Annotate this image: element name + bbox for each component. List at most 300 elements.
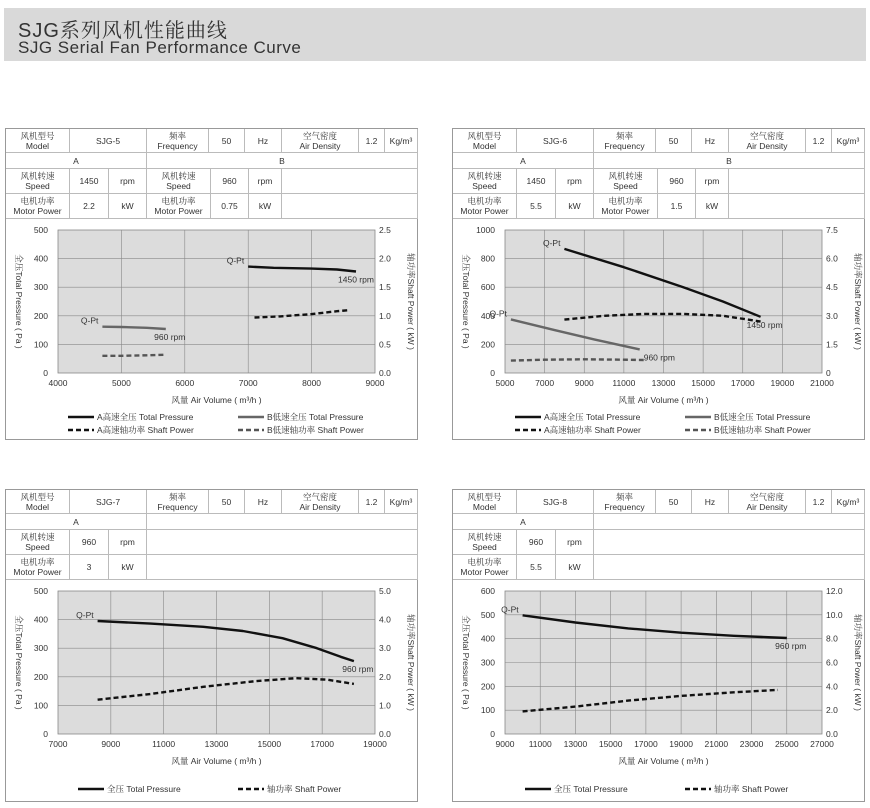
speed-a-value-text: 1450 [526,176,546,186]
x-tick-label: 13000 [651,378,676,388]
frequency-label [147,129,209,153]
power-a-value [517,194,556,219]
power-b-unit-text: kW [705,201,719,211]
speed-b-value-text: 960 [669,176,684,186]
frequency-value [656,129,692,153]
model-label-text: Model [472,140,497,151]
power-a-value [70,194,109,219]
density-label [282,490,359,514]
qpt-label: Q-Pt [80,315,99,326]
speed-empty [282,169,418,194]
power-b-value [658,194,696,219]
qpt-label: Q-Pt [226,255,245,266]
power-b-value [211,194,249,219]
speed-b-value [658,169,696,194]
x-tick-label: 13000 [563,739,588,749]
y-tick-label: 600 [480,282,495,293]
speed-b-unit [249,169,282,194]
power-a-label-text: Motor Power [13,567,62,577]
legend-label: B低速轴功率 Shaft Power [714,425,811,435]
page-title-en: SJG Serial Fan Performance Curve [18,38,302,57]
y-tick-label: 400 [33,614,48,625]
y-axis-title: 全压Total Pressure ( Pa ) [14,615,24,710]
speed-b-value-text: 960 [222,176,237,186]
model-value [70,129,147,153]
y-tick-label: 500 [33,586,48,596]
y2-tick-label: 0.0 [826,729,838,739]
power-a-label [6,194,70,219]
legend-label: A高速全压 Total Pressure [97,412,194,422]
y-tick-label: 100 [33,339,48,350]
y-tick-label: 500 [480,609,495,620]
y2-tick-label: 0.0 [379,368,391,378]
density-label [729,129,806,153]
density-label-text: 空气密度 [302,491,337,502]
speed-a-unit-text: rpm [567,176,582,186]
page-header [4,8,866,61]
x-tick-label: 9000 [365,378,385,388]
speed-b-unit [696,169,729,194]
y2-tick-label: 1.0 [379,310,391,321]
density-label-text: 空气密度 [749,491,784,502]
y-tick-label: 200 [33,671,48,682]
model-label-text: 风机型号 [20,491,55,502]
speed-a-value [517,169,556,194]
y2-axis-title: 轴功率Shaft Power ( kW ) [853,614,863,711]
y2-tick-label: 1.0 [379,700,391,711]
density-label-text: Air Density [299,501,341,512]
frequency-label-text: 频率 [168,130,186,141]
x-tick-label: 25000 [774,739,799,749]
speed-group-b-header [147,153,418,169]
frequency-value [656,490,692,514]
speed-a-unit-text: rpm [120,176,135,186]
legend-label: A高速轴功率 Shaft Power [97,425,194,435]
speed-empty [729,169,865,194]
model-value [517,129,594,153]
density-label-text: 空气密度 [749,130,784,141]
model-value-text: SJG-5 [95,135,121,146]
speed-a-label [453,530,517,555]
power-a-label [453,194,517,219]
frequency-value-text: 50 [221,496,232,507]
y2-tick-label: 7.5 [826,225,838,235]
power-a-value-text: 5.5 [530,562,542,572]
model-label [453,490,517,514]
frequency-label [594,129,656,153]
x-tick-label: 8000 [302,378,322,388]
model-value-text: SJG-6 [542,135,568,146]
speed-a-value-text: 960 [81,537,97,547]
density-value [359,129,385,153]
x-tick-label: 19000 [770,378,795,388]
power-b-unit [249,194,282,219]
power-a-value [517,555,556,580]
y2-tick-label: 1.5 [826,339,838,350]
frequency-label-text: Frequency [157,140,198,151]
model-value-text: SJG-8 [542,496,568,507]
power-b-label-text: Motor Power [154,206,203,216]
y-tick-label: 1000 [476,225,495,235]
speed-a-label-text: Speed [472,181,497,191]
legend-label: 全压 Total Pressure [554,784,628,794]
legend [78,784,341,794]
speed-a-value [517,530,556,555]
speed-a-label-text: 风机转速 [20,532,55,542]
y-tick-label: 500 [33,225,48,235]
power-b-value-text: 0.75 [221,201,238,211]
power-a-unit [109,555,147,580]
density-value [806,129,832,153]
y-tick-label: 400 [480,310,495,321]
power-a-value [70,555,109,580]
y2-tick-label: 1.5 [379,282,391,293]
x-tick-label: 6000 [175,378,195,388]
power-b-label-text: Motor Power [601,206,650,216]
power-a-value-text: 5.5 [530,201,542,211]
empty-header [594,514,865,530]
speed-b-label-text: 风机转速 [161,171,196,181]
y-tick-label: 0 [490,368,495,378]
frequency-label-text: 频率 [615,130,633,141]
speed-a-label-text: 风机转速 [20,171,55,181]
frequency-value-text: 50 [668,135,679,146]
model-label-text: 风机型号 [467,491,502,502]
model-label [6,129,70,153]
speed-a-value-text: 1450 [79,176,99,186]
speed-a-label [453,169,517,194]
y2-tick-label: 10.0 [826,609,843,620]
x-tick-label: 9000 [574,378,594,388]
power-a-label-text: Motor Power [460,567,509,577]
power-a-unit-text: kW [568,562,581,572]
model-label-text: Model [472,501,497,512]
y-tick-label: 600 [480,586,495,596]
y-axis-title: 全压Total Pressure ( Pa ) [461,254,471,349]
frequency-value [209,129,245,153]
speed-group-a-header-text: A [520,516,526,527]
speed-a-label-text: Speed [25,181,50,191]
power-a-label-text: 电机功率 [467,196,502,206]
y-axis-title: 全压Total Pressure ( Pa ) [461,615,471,710]
x-tick-label: 23000 [739,739,764,749]
y-tick-label: 200 [480,681,495,692]
y2-tick-label: 12.0 [826,586,843,596]
qpt-label: Q-Pt [76,610,94,621]
y-tick-label: 400 [33,253,48,264]
rpm-label: 1450 rpm [338,274,374,285]
legend-label: B低速轴功率 Shaft Power [267,425,364,435]
hz-unit [245,129,282,153]
speed-a-label-text: 风机转速 [467,532,502,542]
y2-tick-label: 5.0 [379,586,391,596]
x-axis-title: 风量 Air Volume ( m³/h ) [171,395,262,405]
x-tick-label: 15000 [257,739,282,749]
power-b-value-text: 1.5 [670,201,683,211]
legend-label: 轴功率 Shaft Power [714,784,789,794]
frequency-label-text: 频率 [615,491,633,502]
power-empty [282,194,418,219]
model-label-text: Model [25,140,50,151]
speed-a-unit-text: rpm [567,537,582,547]
hz-unit-text: Hz [257,135,269,146]
speed-group-b-header-text: B [279,155,285,166]
speed-a-label-text: Speed [472,542,497,552]
power-a-label [453,555,517,580]
power-a-unit-text: kW [121,201,134,211]
model-label-text: Model [25,501,50,512]
speed-b-value [211,169,249,194]
x-axis-title: 风量 Air Volume ( m³/h ) [171,756,262,766]
y-tick-label: 200 [33,310,48,321]
speed-empty [147,530,418,555]
speed-group-b-header-text: B [726,155,732,166]
frequency-value [209,490,245,514]
power-a-unit [556,194,594,219]
x-axis-title: 风量 Air Volume ( m³/h ) [618,756,709,766]
power-b-label-text: 电机功率 [608,196,643,206]
frequency-label-text: Frequency [604,140,645,151]
rpm-label: 1450 rpm [746,319,783,330]
y2-tick-label: 0.5 [379,339,391,350]
page-title-cn: SJG系列风机性能曲线 [18,20,228,42]
y2-axis-title: 轴功率Shaft Power ( kW ) [406,253,416,350]
density-value-text: 1.2 [365,496,378,507]
density-unit-text: Kg/m³ [389,135,413,146]
speed-a-label [6,530,70,555]
x-tick-label: 21000 [704,739,729,749]
y2-tick-label: 6.0 [826,253,838,264]
speed-a-label-text: Speed [25,542,50,552]
speed-group-a-header-text: A [73,155,79,166]
x-tick-label: 7000 [48,739,68,749]
y2-tick-label: 3.0 [379,643,391,654]
legend-label: B低速全压 Total Pressure [267,412,364,422]
frequency-value-text: 50 [221,135,232,146]
y-tick-label: 0 [43,729,48,739]
hz-unit-text: Hz [704,135,716,146]
model-value [517,490,594,514]
panel-sjg-8 [452,489,865,802]
power-empty [594,555,865,580]
y2-tick-label: 2.0 [379,671,391,682]
power-b-unit [696,194,729,219]
hz-unit [692,129,729,153]
panel-sjg-5 [5,128,418,440]
model-value-text: SJG-7 [95,496,121,507]
density-value [806,490,832,514]
speed-b-label [147,169,211,194]
frequency-label [594,490,656,514]
x-tick-label: 5000 [495,378,515,388]
speed-a-unit [109,169,147,194]
y-tick-label: 300 [33,643,48,654]
speed-group-a-header [453,514,594,530]
speed-a-unit-text: rpm [120,537,135,547]
density-label [282,129,359,153]
y2-tick-label: 0.0 [379,729,391,739]
y-tick-label: 0 [43,368,48,378]
density-label-text: Air Density [746,140,788,151]
speed-group-b-header [594,153,865,169]
hz-unit-text: Hz [704,496,716,507]
frequency-label [147,490,209,514]
y2-tick-label: 3.0 [826,310,838,321]
speed-b-label [594,169,658,194]
density-unit-text: Kg/m³ [389,496,413,507]
y-tick-label: 800 [480,253,495,264]
empty-header [147,514,418,530]
rpm-label: 960 rpm [643,352,675,363]
model-value [70,490,147,514]
y-tick-label: 200 [480,339,495,350]
speed-b-label-text: Speed [613,181,638,191]
y2-tick-label: 2.0 [826,705,838,716]
power-a-value-text: 2.2 [83,201,95,211]
density-unit-text: Kg/m³ [836,135,860,146]
x-tick-label: 17000 [730,378,755,388]
x-tick-label: 11000 [528,739,552,749]
legend [68,412,364,435]
speed-a-unit [556,169,594,194]
y2-axis-title: 轴功率Shaft Power ( kW ) [406,614,416,711]
frequency-value-text: 50 [668,496,679,507]
y-tick-label: 300 [33,282,48,293]
rpm-label: 960 rpm [154,331,186,342]
y2-tick-label: 6.0 [826,657,838,668]
y-tick-label: 300 [480,657,495,668]
legend-label: 轴功率 Shaft Power [267,784,342,794]
speed-group-a-header [453,153,594,169]
y2-tick-label: 4.5 [826,282,838,293]
power-b-unit-text: kW [258,201,272,211]
x-tick-label: 7000 [238,378,258,388]
speed-b-label-text: 风机转速 [608,171,643,181]
x-tick-label: 21000 [810,378,834,388]
density-value-text: 1.2 [365,135,378,146]
rpm-label: 960 rpm [775,640,807,651]
density-label-text: 空气密度 [302,130,337,141]
model-label [453,129,517,153]
panel-sjg-6 [452,128,865,440]
power-b-label [594,194,658,219]
density-unit [832,129,865,153]
qpt-label: Q-Pt [489,308,507,319]
density-label [729,490,806,514]
speed-b-unit-text: rpm [257,176,273,186]
y2-tick-label: 4.0 [379,614,391,625]
power-a-label-text: 电机功率 [20,196,55,206]
speed-group-a-header [6,514,147,530]
density-unit [385,490,418,514]
power-a-value-text: 3 [86,562,92,572]
y-tick-label: 400 [480,633,495,644]
speed-b-label-text: Speed [166,181,191,191]
y-axis-title: 全压Total Pressure ( Pa ) [14,254,24,349]
x-tick-label: 27000 [810,739,834,749]
power-b-label-text: 电机功率 [161,196,196,206]
x-tick-label: 4000 [48,378,68,388]
hz-unit-text: Hz [257,496,269,507]
legend-label: A高速轴功率 Shaft Power [544,425,641,435]
y-tick-label: 100 [480,705,495,716]
x-tick-label: 9000 [495,739,515,749]
speed-group-a-header [6,153,147,169]
power-a-label-text: 电机功率 [467,557,502,567]
power-b-label [147,194,211,219]
y2-tick-label: 4.0 [826,681,838,692]
speed-empty [594,530,865,555]
power-a-unit [109,194,147,219]
speed-a-value-text: 960 [528,537,544,547]
x-tick-label: 19000 [363,739,387,749]
y2-tick-label: 2.5 [379,225,391,235]
x-tick-label: 15000 [691,378,715,388]
plot-area [58,230,375,373]
density-label-text: Air Density [746,501,788,512]
x-tick-label: 11000 [612,378,636,388]
y2-axis-title: 轴功率Shaft Power ( kW ) [853,253,863,350]
qpt-label: Q-Pt [542,237,561,248]
power-a-unit-text: kW [568,201,581,211]
speed-group-a-header-text: A [73,516,79,527]
x-tick-label: 19000 [669,739,693,749]
x-tick-label: 13000 [204,739,229,749]
power-a-unit [556,555,594,580]
y-tick-label: 0 [490,729,495,739]
legend-label: 全压 Total Pressure [107,784,181,794]
density-unit [385,129,418,153]
density-unit [832,490,865,514]
speed-b-unit-text: rpm [704,176,720,186]
power-a-label-text: Motor Power [460,206,509,216]
density-value [359,490,385,514]
x-tick-label: 5000 [111,378,131,388]
speed-a-unit [556,530,594,555]
density-value-text: 1.2 [812,135,825,146]
density-value-text: 1.2 [812,496,825,507]
x-tick-label: 11000 [152,739,176,749]
model-label-text: 风机型号 [20,130,55,141]
hz-unit [245,490,282,514]
legend [515,412,811,435]
x-tick-label: 15000 [598,739,623,749]
y-tick-label: 100 [33,700,48,711]
hz-unit [692,490,729,514]
x-tick-label: 17000 [634,739,658,749]
speed-group-a-header-text: A [520,155,526,166]
frequency-label-text: 频率 [168,491,186,502]
series-line-spB [511,359,644,360]
power-a-unit-text: kW [121,562,134,572]
legend-label: B低速全压 Total Pressure [714,412,811,422]
frequency-label-text: Frequency [157,501,198,512]
speed-a-value [70,530,109,555]
density-label-text: Air Density [299,140,341,151]
legend [525,784,788,794]
power-empty [729,194,865,219]
density-unit-text: Kg/m³ [836,496,860,507]
x-tick-label: 9000 [101,739,121,749]
model-label-text: 风机型号 [467,130,502,141]
x-axis-title: 风量 Air Volume ( m³/h ) [618,395,709,405]
speed-a-unit [109,530,147,555]
power-a-label-text: 电机功率 [20,557,55,567]
panel-sjg-7 [5,489,418,802]
model-label [6,490,70,514]
y2-tick-label: 2.0 [379,253,391,264]
speed-a-value [70,169,109,194]
